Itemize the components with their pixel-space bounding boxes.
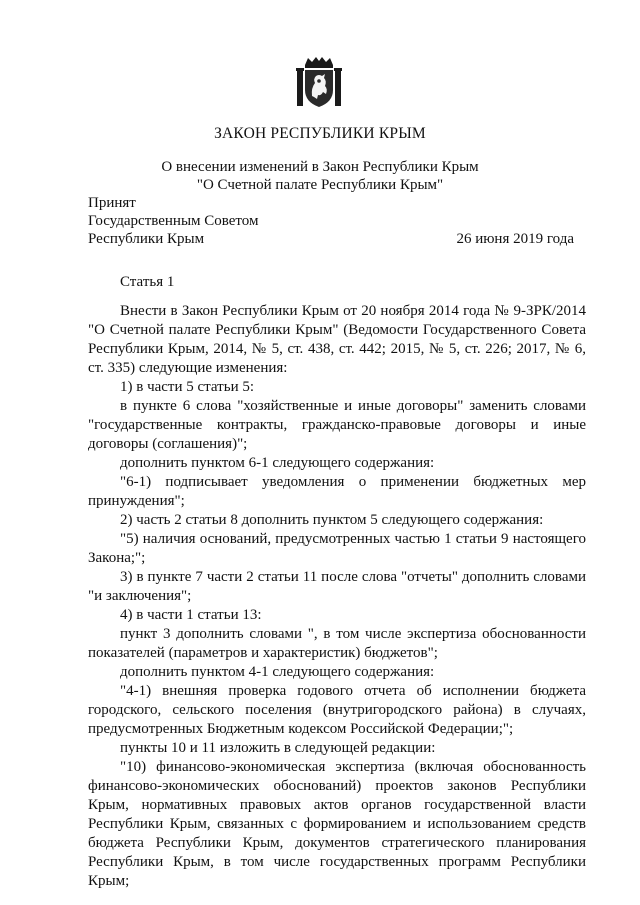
paragraph: "10) финансово-экономическая экспертиза (включая обоснованность финансово-экономических обоснований) проектов законов Республики Крым, нормативных правовых актов органов государственной власти Республики Крым, связанных с формированием и использованием средств бюджета Республики Крым, документов стратегического планирования Республики Крым, в том числе государственных программ Республики Крым; [88, 759, 586, 889]
paragraph: Внести в Закон Республики Крым от 20 ноября 2014 года № 9-ЗРК/2014 "О Счетной палате Республики Крым" (Ведомости Государственного Совета Республики Крым, 2014, № 5, ст. 438, ст. 442; 2015, № 5, ст. 226; 2017, № 6, ст. 335) следующие изменения: [88, 303, 586, 376]
adoption-date: 26 июня 2019 года [456, 231, 574, 247]
paragraph: в пункте 6 слова "хозяйственные и иные договоры" заменить словами "государственные контракты, гражданско-правовые договоры и иные договоры (соглашения)"; [88, 398, 586, 452]
paragraph: дополнить пунктом 4-1 следующего содержания: [120, 664, 435, 680]
crimea-coat-of-arms-icon [296, 56, 342, 108]
law-subtitle-line-2: "О Счетной палате Республики Крым" [196, 177, 444, 193]
paragraph: 1) в части 5 статьи 5: [120, 379, 255, 395]
article-body [88, 302, 586, 891]
paragraph: дополнить пунктом 6-1 следующего содержания: [120, 455, 435, 471]
paragraph: "6-1) подписывает уведомления о применении бюджетных мер принуждения"; [88, 474, 586, 509]
article-heading: Статья 1 [120, 274, 175, 290]
paragraph: "5) наличия оснований, предусмотренных частью 1 статьи 9 настоящего Закона;"; [88, 531, 586, 566]
law-title: ЗАКОН РЕСПУБЛИКИ КРЫМ [214, 125, 426, 142]
paragraph: 4) в части 1 статьи 13: [120, 607, 262, 623]
adoption-line-3: Республики Крым [88, 231, 205, 247]
paragraph: пункт 3 дополнить словами ", в том числе экспертиза обоснованности показателей (параметров и характеристик) бюджетов"; [88, 626, 586, 661]
paragraph: "4-1) внешняя проверка годового отчета об исполнении бюджета городского, сельского поселения (внутригородского района) в случаях, предусмотренных Бюджетным кодексом Российской Федерации;"; [88, 683, 586, 737]
law-subtitle-line-1: О внесении изменений в Закон Республики Крым [161, 159, 479, 175]
paragraph: 2) часть 2 статьи 8 дополнить пунктом 5 следующего содержания: [120, 512, 544, 528]
adoption-line-2: Государственным Советом [88, 213, 259, 229]
paragraph: пункты 10 и 11 изложить в следующей редакции: [120, 740, 436, 756]
paragraph: 3) в пункте 7 части 2 статьи 11 после слова "отчеты" дополнить словами "и заключения"; [88, 569, 586, 604]
adoption-line-1: Принят [88, 195, 136, 211]
